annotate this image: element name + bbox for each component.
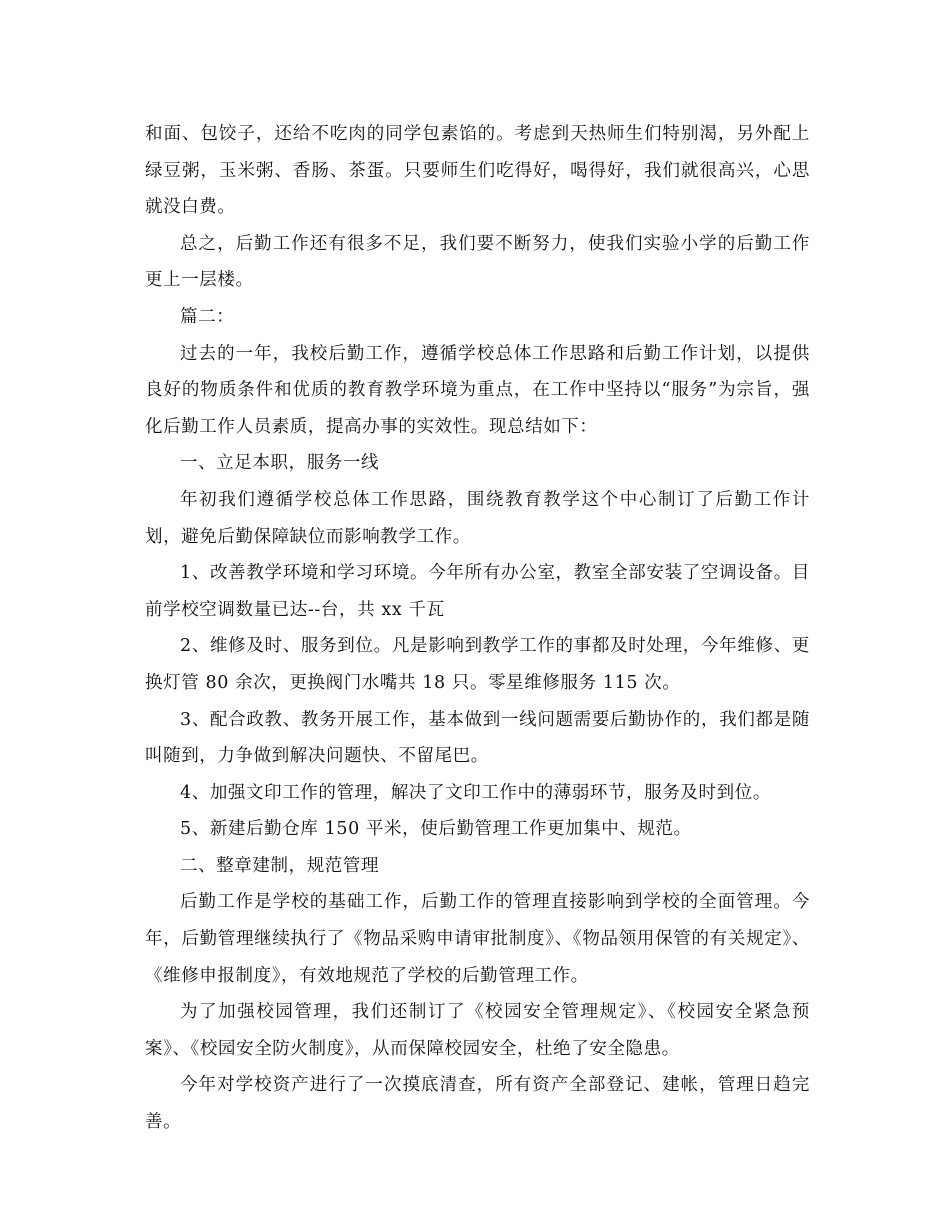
- section-heading: 一、立足本职，服务一线: [180, 453, 380, 474]
- list-item: 2、维修及时、服务到位。凡是影响到教学工作的事都及时处理，今年维修、更换灯管 80 余次，更换阀门水嘴共 18 只。零星维修服务 115 次。: [145, 636, 810, 693]
- paragraph: 和面、包饺子，还给不吃肉的同学包素馅的。考虑到天热师生们特别渴，另外配上绿豆粥，玉米粥、香肠、茶蛋。只要师生们吃得好，喝得好，我们就很高兴，心思就没白费。: [145, 124, 810, 218]
- paragraph: 后勤工作是学校的基础工作，后勤工作的管理直接影响到学校的全面管理。今年，后勤管理继续执行了《物品采购申请审批制度》、《物品领用保管的有关规定》、《维修申报制度》，有效地规范了学校的后勤管理工作。: [145, 892, 810, 986]
- list-item: 4、加强文印工作的管理，解决了文印工作中的薄弱环节，服务及时到位。: [180, 782, 771, 803]
- section-heading: 篇二：: [180, 306, 235, 327]
- paragraph: 为了加强校园管理，我们还制订了《校园安全管理规定》、《校园安全紧急预案》、《校园安全防火制度》，从而保障校园安全，杜绝了安全隐患。: [145, 1002, 810, 1059]
- paragraph: 年初我们遵循学校总体工作思路，围绕教育教学这个中心制订了后勤工作计划，避免后勤保障缺位而影响教学工作。: [145, 489, 810, 547]
- list-item: 5、新建后勤仓库 150 平米，使后勤管理工作更加集中、规范。: [180, 819, 692, 840]
- paragraph: 今年对学校资产进行了一次摸底清查，所有资产全部登记、建帐，管理日趋完善。: [145, 1075, 810, 1133]
- list-item: 1、改善教学环境和学习环境。今年所有办公室，教室全部安装了空调设备。目前学校空调数量已达--台，共 xx 千瓦: [145, 563, 810, 620]
- paragraph: 总之，后勤工作还有很多不足，我们要不断努力，使我们实验小学的后勤工作更上一层楼。: [145, 233, 810, 291]
- list-item: 3、配合政教、教务开展工作，基本做到一线问题需要后勤协作的，我们都是随叫随到，力争做到解决问题快、不留尾巴。: [145, 709, 810, 767]
- section-heading: 二、整章建制，规范管理: [180, 855, 380, 876]
- paragraph: 过去的一年，我校后勤工作，遵循学校总体工作思路和后勤工作计划，以提供良好的物质条件和优质的教育教学环境为重点，在工作中坚持以“服务”为宗旨，强化后勤工作人员素质，提高办事的实效性。现总结如下：: [145, 343, 810, 437]
- document-body: [145, 116, 810, 1141]
